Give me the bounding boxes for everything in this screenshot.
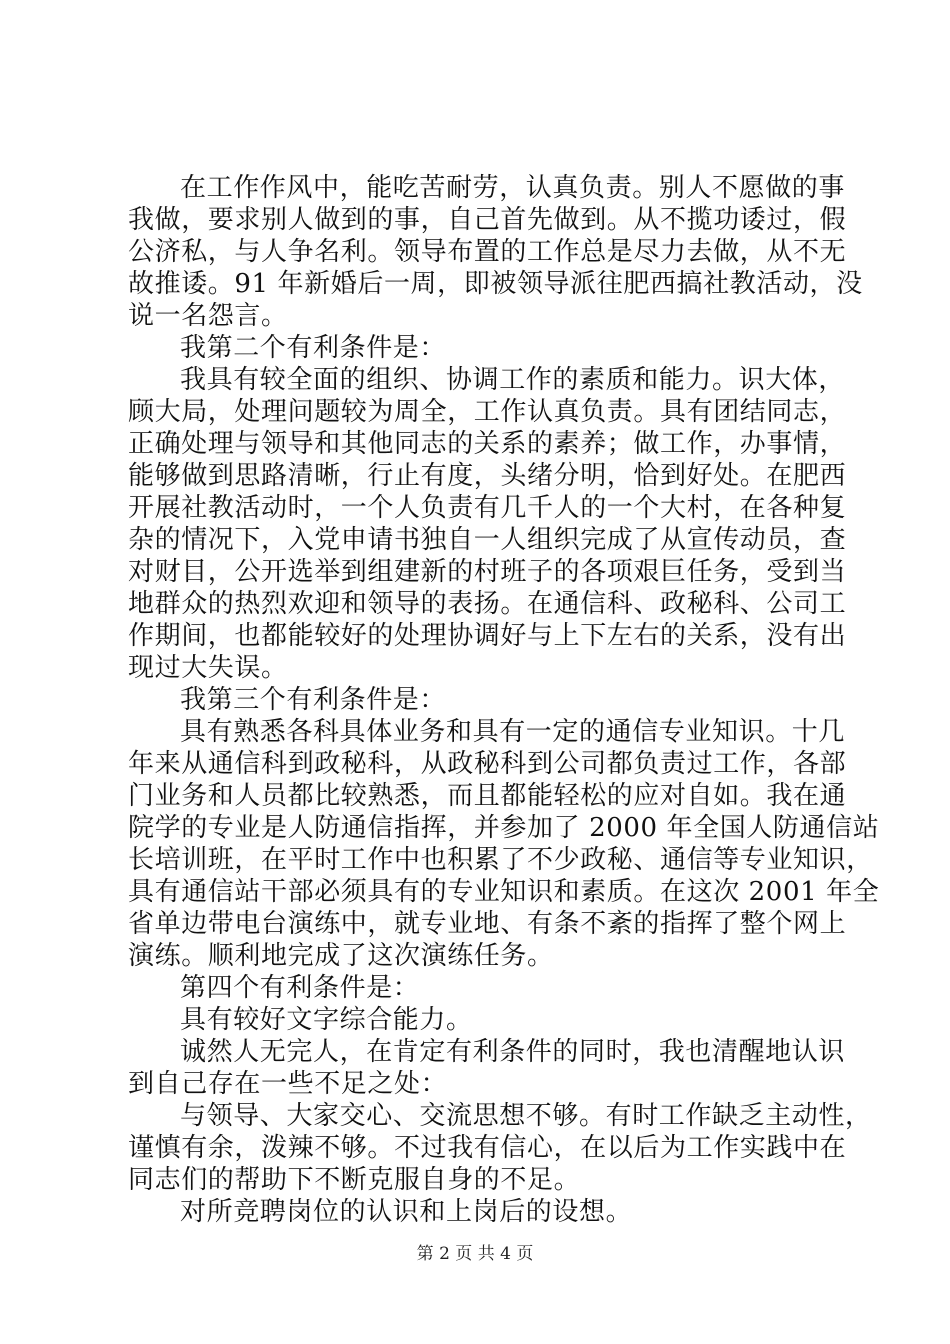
text-line: 公济私，与人争名利。领导布置的工作总是尽力去做，从不无 — [128, 237, 847, 267]
text-line: 具有熟悉各科具体业务和具有一定的通信专业知识。十几 — [180, 717, 846, 747]
text-line: 我做，要求别人做到的事，自己首先做到。从不揽功诿过，假 — [128, 205, 847, 235]
text-line: 与领导、大家交心、交流思想不够。有时工作缺乏主动性， — [180, 1101, 872, 1131]
text-line: 现过大失误。 — [128, 653, 288, 683]
text-line: 开展社教活动时，一个人负责有几千人的一个大村，在各种复 — [128, 493, 847, 523]
text-line: 院学的专业是人防通信指挥，并参加了 2000 年全国人防通信站 — [128, 813, 880, 843]
text-line: 第四个有利条件是： — [180, 973, 420, 1003]
text-line: 作期间，也都能较好的处理协调好与上下左右的关系，没有出 — [128, 621, 847, 651]
text-line: 说一名怨言。 — [128, 301, 288, 331]
text-line: 在工作作风中，能吃苦耐劳，认真负责。别人不愿做的事 — [180, 173, 846, 203]
text-line: 对财目，公开选举到组建新的村班子的各项艰巨任务，受到当 — [128, 557, 847, 587]
text-line: 同志们的帮助下不断克服自身的不足。 — [128, 1165, 581, 1195]
text-line: 对所竞聘岗位的认识和上岗后的设想。 — [180, 1197, 633, 1227]
text-line: 杂的情况下，入党申请书独自一人组织完成了从宣传动员，查 — [128, 525, 847, 555]
text-line: 年来从通信科到政秘科，从政秘科到公司都负责过工作，各部 — [128, 749, 847, 779]
document-body — [128, 172, 880, 1228]
text-line: 地群众的热烈欢迎和领导的表扬。在通信科、政秘科、公司工 — [128, 589, 847, 619]
text-line: 具有通信站干部必须具有的专业知识和素质。在这次 2001 年全 — [128, 877, 880, 907]
text-line: 谨慎有余，泼辣不够。不过我有信心，在以后为工作实践中在 — [128, 1133, 847, 1163]
text-line: 门业务和人员都比较熟悉，而且都能轻松的应对自如。我在通 — [128, 781, 847, 811]
text-line: 演练。顺利地完成了这次演练任务。 — [128, 941, 554, 971]
text-line: 顾大局，处理问题较为周全，工作认真负责。具有团结同志， — [128, 397, 847, 427]
page-footer: 第 2 页 共 4 页 — [416, 1244, 534, 1264]
text-line: 我第二个有利条件是： — [180, 333, 447, 363]
text-line: 具有较好文字综合能力。 — [180, 1005, 473, 1035]
text-line: 诚然人无完人，在肯定有利条件的同时，我也清醒地认识 — [180, 1037, 846, 1067]
text-line: 省单边带电台演练中，就专业地、有条不紊的指挥了整个网上 — [128, 909, 847, 939]
text-line: 正确处理与领导和其他同志的关系的素养；做工作，办事情， — [128, 429, 847, 459]
text-line: 我具有较全面的组织、协调工作的素质和能力。识大体， — [180, 365, 846, 395]
text-line: 故推诿。91 年新婚后一周，即被领导派往肥西搞社教活动，没 — [128, 269, 863, 299]
text-line: 我第三个有利条件是： — [180, 685, 447, 715]
text-line: 长培训班，在平时工作中也积累了不少政秘、通信等专业知识， — [128, 845, 873, 875]
text-line: 到自己存在一些不足之处： — [128, 1069, 448, 1099]
text-line: 能够做到思路清晰，行止有度，头绪分明，恰到好处。在肥西 — [128, 461, 847, 491]
